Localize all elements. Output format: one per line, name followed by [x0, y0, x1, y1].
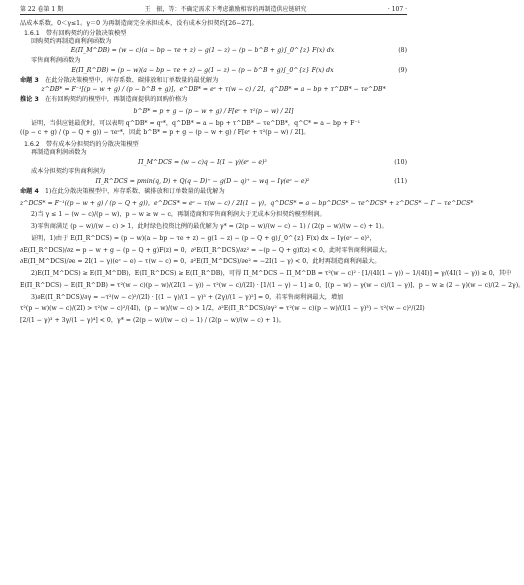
- proposition-3: [20, 77, 407, 85]
- proposition-4-condition-2: 2)当 γ ≤ 1 − (w − c)/(p − w)，p − w ≥ w − c，再制造商和零售商利润大于无成本分担契约模型利润。: [31, 211, 326, 219]
- equation-9-number: (9): [398, 66, 407, 74]
- remanufacturer-profit-intro: 回购契约再制造商利润函数为: [31, 37, 112, 45]
- equation-11-body: Π_R^DCS = pmin(q, D) + Q(q − D)⁺ − g(D − q)⁺ − wq − Iγ(eᶜ − e)²: [95, 178, 310, 185]
- inference-3-text: 在有回购契约的模型中，再制造商提供的回购价格为: [45, 96, 188, 103]
- proposition-3-label: 命题 3: [20, 76, 39, 84]
- equation-11-number: (11): [394, 178, 407, 185]
- proposition-3-text: 在此分散决策模型中，库存系数、碳排放和订单数量的最优解为: [45, 76, 219, 84]
- equation-10-body: Π_M^DCS = (w − c)q − I(1 − γ)(eᶜ − e)²: [138, 158, 267, 166]
- proposition-4-condition-3: 3)零售商满足 (p − w)/(w − c) > 1，此时绿色投资比例的最优解为 γ* = (2(p − w)/(w − c) − 1) / (2(p − w)/(w − c) + 1)。: [31, 223, 388, 230]
- proof-4-line-4a: 2)E(Π_M^DCS) ≥ E(Π_M^DB)，E(Π_R^DCS) ≥ E(Π_R^DB)，可得 Π_M^DCS − Π_M^DB = τ²(w − c)² · [1/(4I(1 − γ)) − 1/(4I)] = γ/(4I(1 − γ)) ≥ 0，其中: [31, 270, 512, 277]
- intro-line: 品成本系数，0＜γ≤1。γ＝0 为再制造商完全承担成本，没有成本分担契约[26−27]。: [20, 20, 258, 27]
- proof-4-line-4b: E(Π_R^DCS) − E(Π_R^DB) = τ²(w − c)(p − w)/(2I(1 − γ)) − τ²(w − c)/(2I) · [1/(1 − γ) − 1] ≥ 0，[(p − w) − γ(w − c)/(1 − γ)]，p − w ≥ (2 − γ)(w − c)/(2 − 2γ)。: [20, 281, 524, 289]
- proposition-4-label: 命题 4: [20, 187, 39, 195]
- inference-3-equation: b^B* = p + g − (p − w + g) / F[eᶜ + τ²(p − w) / 2I]: [133, 107, 294, 115]
- equation-9: [20, 67, 407, 75]
- proof-3-line-2: ((p − c + g) / (p − Q + g)) − τeᶜ*，因此 b^B* = p + g − (p − w + g) / F[eᶜ + τ²(p − w) / 2I]。: [20, 129, 310, 137]
- proof-4-line-6: τ²(p − w)(w − c)/(2I) > τ²(w − c)²/(4I)，(p − w)/(w − c) > 1/2，∂²E(Π_R^DCS)/∂γ² = τ²(w − c)(p − w)/(I(1 − γ)³) − τ²(w − c)²/(2I): [20, 305, 425, 313]
- running-header: [20, 5, 407, 15]
- header-volume: 第 22 卷第 1 期: [20, 5, 64, 13]
- proposition-3-equation: z^DB* = F⁻¹[(p − w + g) / (p − b^B + g)]，e^DB* = eᶜ + τ(w − c) / 2I，q^DB* = a − bp + τ^DB* − τe^DB*: [41, 86, 386, 94]
- section-1-6-2-heading: 1.6.2 带有成本分担契约的分散决策模型: [24, 141, 139, 148]
- inference-3: [20, 96, 407, 104]
- header-page-number: · 107 ·: [387, 5, 407, 13]
- proposition-4-text: 1)在此分散决策模型中，库存系数、碳排放和订单数量的最优解为: [45, 187, 225, 195]
- inference-3-label: 推论 3: [20, 96, 39, 103]
- proof-3-line-1: 证明，当供应链最优时，可以表明 q^DB* = qᶜ*，q^DB* = a − bp + τ^DB* − τe^DB*，q^C* = a − bp + F⁻¹: [31, 119, 361, 127]
- equation-10: [20, 159, 407, 167]
- retailer-profit-intro: 零售商利润函数为: [31, 57, 81, 64]
- proposition-4-equation: z^DCS* = F⁻¹((p − w + g) / (p − Q + g))，e^DCS* = eᶜ − τ(w − c) / 2I(1 − γ)，q^DCS* = a − bp^DCS* − τe^DCS* + z^DCS* − Γ − τe^DCS*: [20, 199, 474, 207]
- proof-4-line-2: ∂E(Π_R^DCS)/∂z = p − w + g − (p − Q + g)F(z) = 0，∂²E(Π_R^DCS)/∂z² = −(p − Q + g)f(z) < 0，此时零售商利润最大。: [20, 246, 391, 254]
- equation-8-body: E(Π_M^DB) = (w − c)(a − bp − τe + z) − g(1 − z) − (p − b^B + g)∫_0^{z} F(x) dx: [70, 47, 335, 55]
- section-1-6-1-heading: 1.6.1 带有回购契约的分散决策模型: [24, 29, 127, 37]
- equation-11: [20, 178, 407, 186]
- proof-4-line-5: 3)∂E(Π_R^DCS)/∂γ = −τ²(w − c)²/(2I) · [(1 − γ)/(1 − γ)³ + (2γ)/(1 − γ)²] = 0，若零售商利润最大，增加: [31, 293, 344, 301]
- equation-8: [20, 47, 407, 55]
- equation-8-number: (8): [398, 47, 407, 55]
- remanufacturer-profit-intro-2: 再制造商利润函数为: [31, 148, 87, 156]
- header-title: 王 振，等：不确定需求下考虑激励相容的再制造供应链研究: [144, 5, 307, 13]
- proof-4-line-1: 证明，1)由于 E(Π_R^DCS) = (p − w)(a − bp − τe + z) − g(1 − z) − (p − Q + g)∫_0^{z} F(x) dx − Iγ(eᶜ − e)²，: [31, 234, 376, 242]
- equation-9-body: E(Π_R^DB) = (p − w)(a − bp − τe + z) − g(1 − z) − (p − b^B + g)∫_0^{z} F(x) dx: [71, 66, 334, 74]
- proof-4-line-3: ∂E(Π_M^DCS)/∂e = 2I(1 − γ)(eᶜ − e) − τ(w − c) = 0，∂²E(Π_M^DCS)/∂e² = −2I(1 − γ) < 0，此时再制造商利润最大。: [20, 258, 381, 266]
- equation-10-number: (10): [394, 158, 407, 166]
- proposition-4: [20, 188, 407, 196]
- page-body: [20, 20, 524, 325]
- proof-4-line-7: [2/(1 − γ)³ + 3γ/(1 − γ)⁴] < 0，γ* = (2(p − w)/(w − c) − 1) / (2(p − w)/(w − c) + 1)。: [20, 317, 285, 324]
- retailer-profit-intro-2: 成本分担契约零售商利润为: [31, 168, 106, 176]
